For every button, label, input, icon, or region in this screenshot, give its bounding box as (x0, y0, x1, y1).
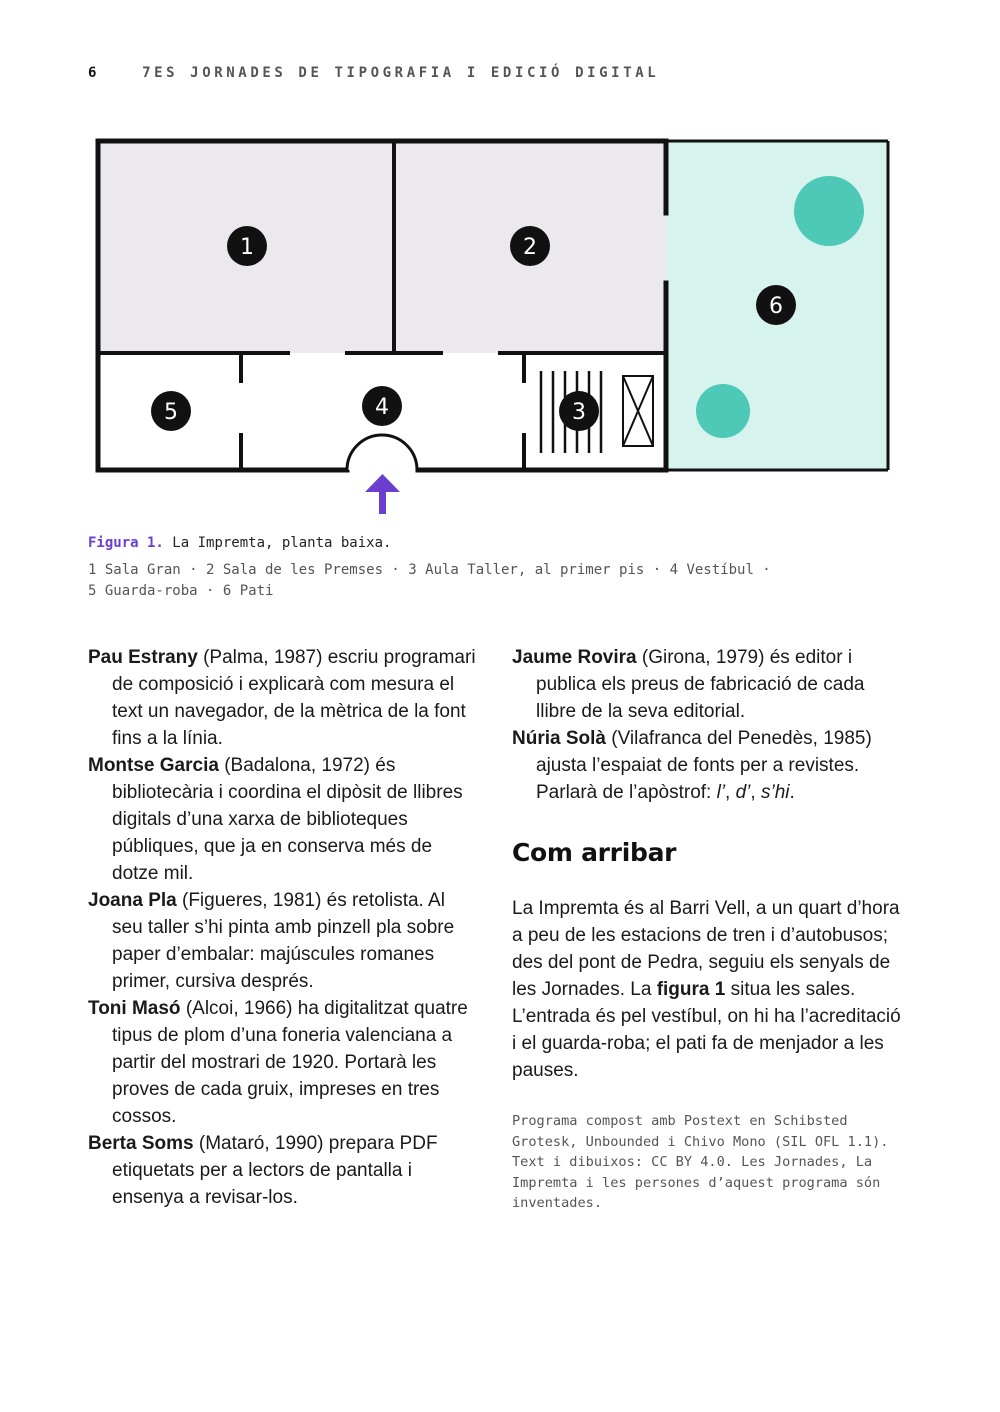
speaker-name: Pau Estrany (88, 647, 198, 668)
speaker-bio: (Alcoi, 1966) ha digitalitzat quatre tipus de plom d’una foneria valenciana a partir del mostrari de 1920. Portarà les proves de cada gruix, impreses en tres cossos. (112, 998, 468, 1127)
room-marker-5 (151, 391, 191, 431)
directions-paragraph (512, 895, 907, 1084)
speaker-bio: (Badalona, 1972) és bibliotecària i coordina el dipòsit de llibres digitals d’una xarxa de biblioteques públiques, que ja en conserva més de dotze mil. (112, 755, 463, 884)
section-heading: Com arribar (512, 838, 677, 867)
speaker-bio: (Palma, 1987) escriu programari de composició i explicarà com mesura el text un navegador, de la mètrica de la font fins a la línia. (112, 647, 476, 749)
speaker-bio: (Girona, 1979) és editor i publica els preus de fabricació de cada llibre de la seva editorial. (536, 647, 865, 722)
elevator-icon (623, 376, 653, 446)
speaker-entry (88, 1130, 478, 1211)
running-title: 7ES JORNADES DE TIPOGRAFIA I EDICIÓ DIGITAL (142, 65, 660, 81)
figure-caption (88, 533, 908, 553)
legend-line-2: 5 Guarda-roba · 6 Pati (88, 583, 274, 599)
apostrophe-example: d’ (735, 782, 751, 803)
speaker-name: Núria Solà (512, 728, 606, 749)
room-number-1: 1 (240, 235, 254, 260)
speaker-entry (88, 887, 478, 995)
speaker-name: Berta Soms (88, 1133, 194, 1154)
speaker-entry (512, 725, 907, 806)
room-number-3: 3 (572, 400, 586, 425)
legend-line-1: 1 Sala Gran · 2 Sala de les Premses · 3 Aula Taller, al primer pis · 4 Vestíbul · (88, 562, 771, 578)
page-number: 6 (88, 65, 101, 81)
room-marker-1 (227, 226, 267, 266)
separator: , (750, 782, 761, 803)
figure-reference: figura 1 (656, 979, 726, 1000)
speaker-bio: (Figueres, 1981) és retolista. Al seu taller s’hi pinta amb pinzell pla sobre paper d’embalar: majúscules romanes primer, cursiva després. (112, 890, 455, 992)
patio-tree-small (696, 384, 750, 438)
floor-plan (94, 134, 894, 524)
speaker-bio: (Mataró, 1990) prepara PDF etiquetats per a lectors de pantalla i ensenya a revisar-los. (112, 1133, 438, 1208)
directions-text-before: La Impremta és al Barri Vell, a un quart d’hora a peu de les estacions de tren i d’autobusos; des del pont de Pedra, seguiu els senyals de les Jornades. La (512, 898, 900, 1000)
room-number-2: 2 (523, 235, 537, 260)
apostrophe-example: l’ (716, 782, 726, 803)
room-number-6: 6 (769, 294, 783, 319)
room-number-4: 4 (375, 395, 389, 420)
speaker-entry (88, 752, 478, 887)
separator: , (725, 782, 736, 803)
figure-caption-text: La Impremta, planta baixa. (172, 535, 392, 551)
speaker-bio: (Vilafranca del Penedès, 1985) ajusta l’espaiat de fonts per a revistes. Parlarà de l’apòstrof: (536, 728, 872, 803)
colophon: Programa compost amb Postext en Schibsted Grotesk, Unbounded i Chivo Mono (SIL OFL 1.1). Text i dibuixos: CC BY 4.0. Les Jornades, La Impremta i les persones d’aquest programa són inventades. (512, 1113, 889, 1211)
speaker-entry (88, 995, 478, 1130)
room-marker-2 (510, 226, 550, 266)
speaker-name: Joana Pla (88, 890, 177, 911)
right-column (512, 644, 907, 1214)
running-head (88, 65, 659, 81)
apostrophe-example: s’hi (760, 782, 790, 803)
figure-legend (88, 560, 908, 602)
room-marker-4 (362, 386, 402, 426)
entrance-door-arc (347, 435, 417, 470)
room-number-5: 5 (164, 400, 178, 425)
room-marker-3 (559, 391, 599, 431)
speaker-name: Toni Masó (88, 998, 181, 1019)
left-column (88, 644, 478, 1211)
patio-tree-large (794, 176, 864, 246)
speaker-name: Montse Garcia (88, 755, 219, 776)
entrance-arrow-icon (365, 474, 400, 514)
speaker-name: Jaume Rovira (512, 647, 637, 668)
figure-label: Figura 1. (88, 535, 164, 551)
directions-text-after: situa les sales. L’entrada és pel vestíbul, on hi ha l’acreditació i el guarda-roba; el pati fa de menjador a les pauses. (512, 979, 901, 1081)
sentence-end: . (789, 782, 795, 803)
speaker-entry (512, 644, 907, 725)
room-marker-6 (756, 285, 796, 325)
speaker-entry (88, 644, 478, 752)
